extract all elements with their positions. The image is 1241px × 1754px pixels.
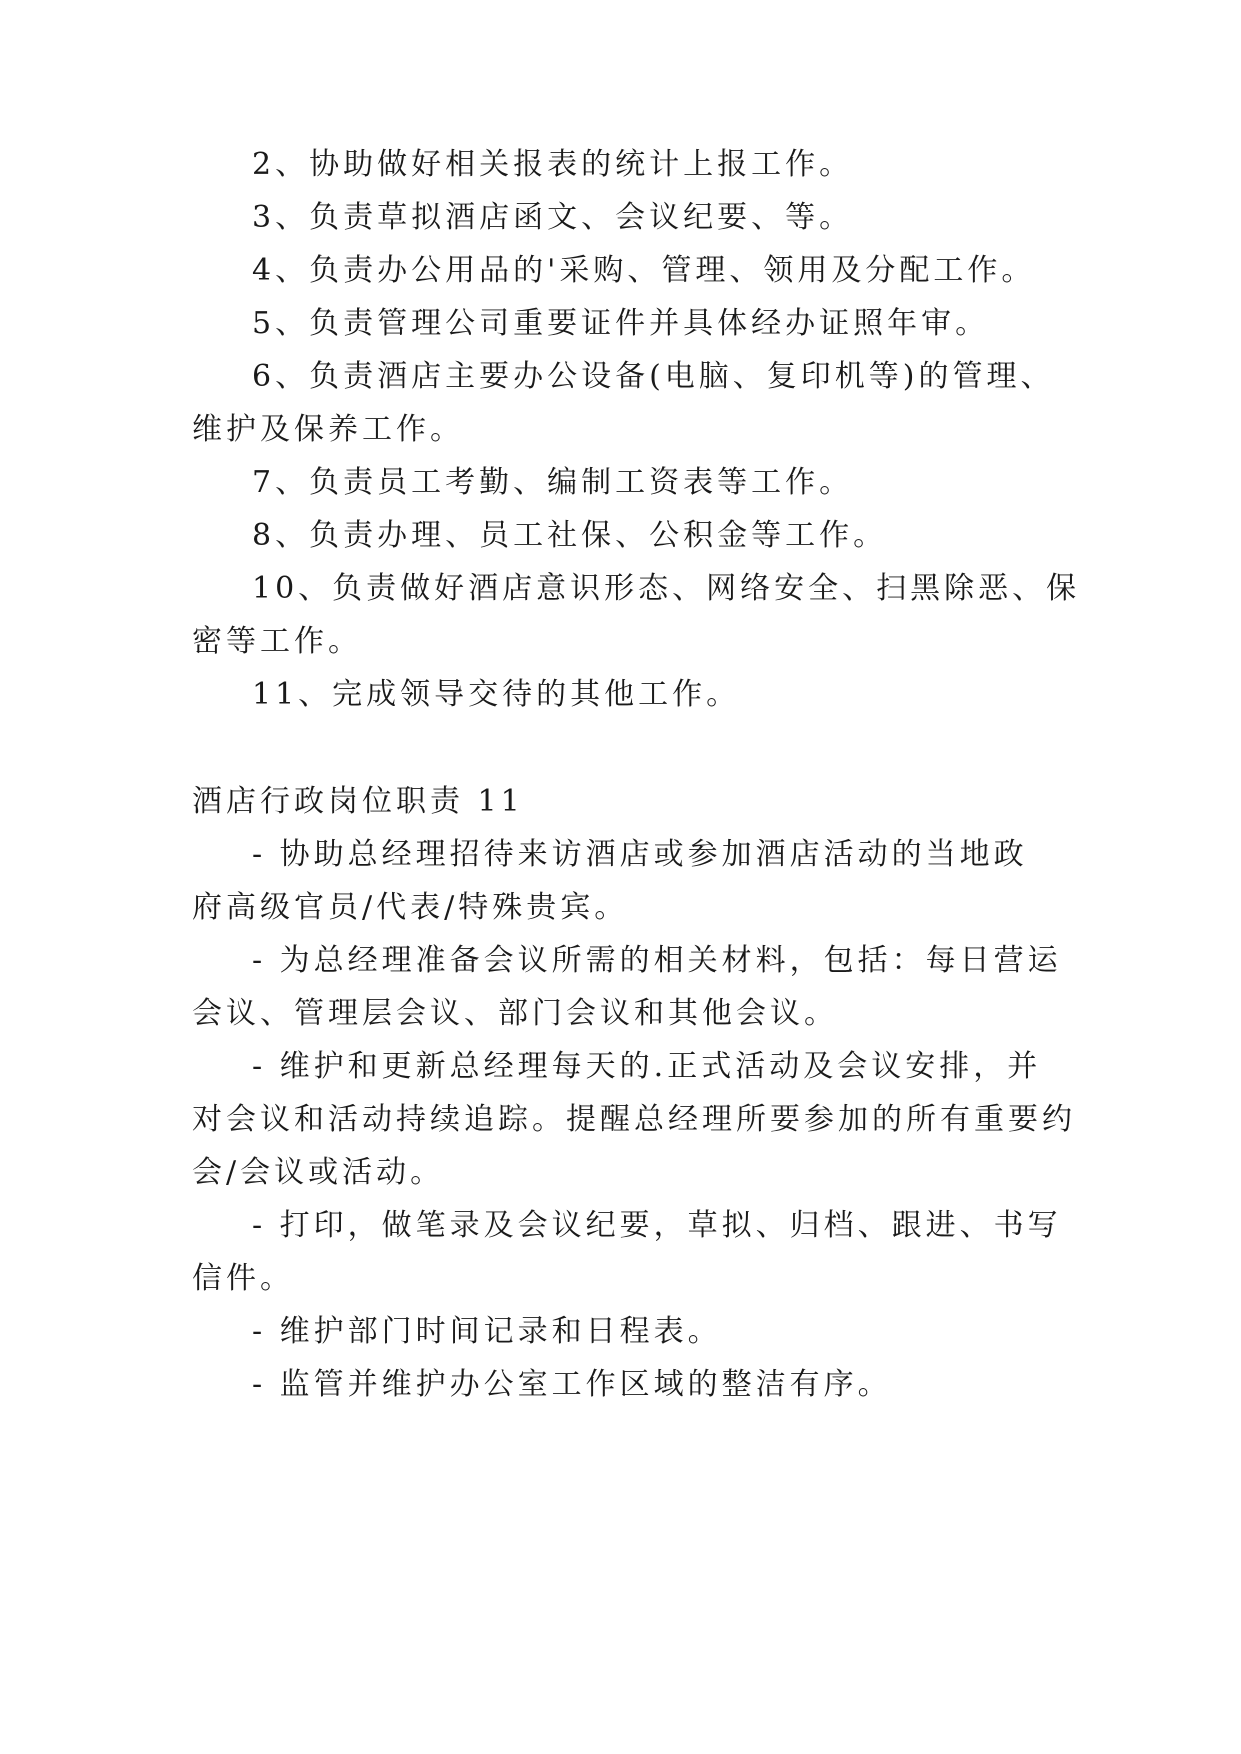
duty-bullet-4-cont: 信件。 bbox=[192, 1261, 294, 1296]
duty-item-6: 6、负责酒店主要办公设备(电脑、复印机等)的管理、 bbox=[252, 359, 1055, 394]
duty-bullet-3: - 维护和更新总经理每天的.正式活动及会议安排，并 bbox=[252, 1049, 1042, 1084]
duty-bullet-3-cont: 对会议和活动持续追踪。提醒总经理所要参加的所有重要约 bbox=[192, 1102, 1076, 1137]
duty-bullet-2: - 为总经理准备会议所需的相关材料，包括：每日营运 bbox=[252, 943, 1062, 978]
duty-bullet-1-cont: 府高级官员/代表/特殊贵宾。 bbox=[192, 890, 629, 925]
duty-item-5: 5、负责管理公司重要证件并具体经办证照年审。 bbox=[252, 306, 990, 341]
duty-bullet-4: - 打印，做笔录及会议纪要，草拟、归档、跟进、书写 bbox=[252, 1208, 1062, 1243]
duty-item-10: 10、负责做好酒店意识形态、网络安全、扫黑除恶、保 bbox=[252, 571, 1081, 606]
duty-item-8: 8、负责办理、员工社保、公积金等工作。 bbox=[252, 518, 888, 553]
duty-item-11: 11、完成领导交待的其他工作。 bbox=[252, 677, 741, 712]
duty-bullet-5: - 维护部门时间记录和日程表。 bbox=[252, 1314, 722, 1349]
duty-bullet-1: - 协助总经理招待来访酒店或参加酒店活动的当地政 bbox=[252, 837, 1028, 872]
duty-bullet-6: - 监管并维护办公室工作区域的整洁有序。 bbox=[252, 1367, 892, 1402]
duty-item-3: 3、负责草拟酒店函文、会议纪要、等。 bbox=[252, 200, 854, 235]
duty-item-6-cont: 维护及保养工作。 bbox=[192, 412, 464, 447]
duty-item-10-cont: 密等工作。 bbox=[192, 624, 362, 659]
duty-bullet-2-cont: 会议、管理层会议、部门会议和其他会议。 bbox=[192, 996, 838, 1031]
duty-item-7: 7、负责员工考勤、编制工资表等工作。 bbox=[252, 465, 854, 500]
duty-item-4: 4、负责办公用品的'采购、管理、领用及分配工作。 bbox=[252, 253, 1036, 288]
duty-bullet-3-cont2: 会/会议或活动。 bbox=[192, 1155, 445, 1190]
section-heading: 酒店行政岗位职责 11 bbox=[192, 784, 524, 819]
duty-item-2: 2、协助做好相关报表的统计上报工作。 bbox=[252, 147, 854, 182]
